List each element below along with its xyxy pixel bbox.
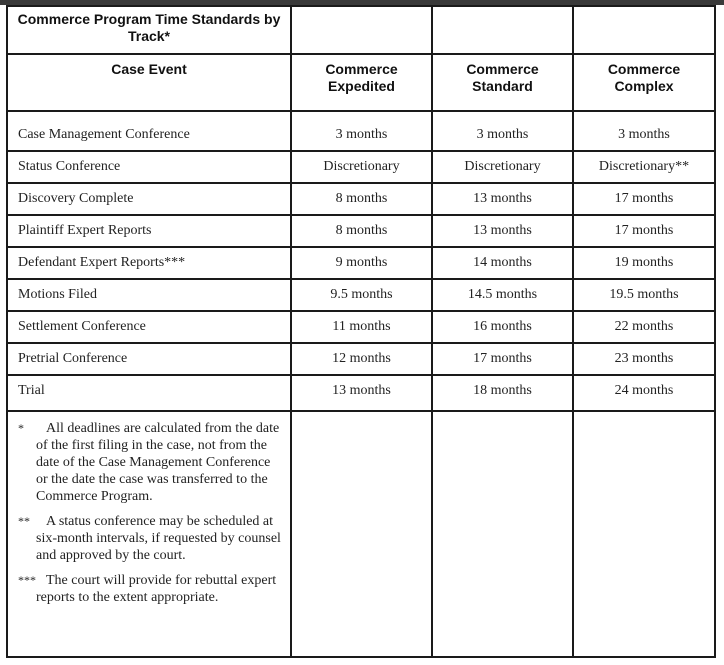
footnotes-cell [7, 411, 291, 657]
footnote-text: A status conference may be scheduled at six-month intervals, if requested by counsel and approved by the court. [36, 514, 281, 563]
expedited-cell: 13 months [291, 375, 432, 411]
table-row [7, 343, 715, 375]
complex-cell: 17 months [573, 183, 715, 215]
header-row [7, 54, 715, 111]
column-header-complex-text: Commerce Complex [607, 61, 681, 94]
complex-cell: 23 months [573, 343, 715, 375]
table-row [7, 247, 715, 279]
time-standards-table-frame [6, 5, 714, 665]
expedited-cell: 8 months [291, 215, 432, 247]
table-row [7, 375, 715, 411]
notes-empty-cell [291, 411, 432, 657]
case-event-cell: Discovery Complete [7, 183, 291, 215]
complex-cell: 17 months [573, 215, 715, 247]
case-event-cell: Status Conference [7, 151, 291, 183]
expedited-cell: Discretionary [291, 151, 432, 183]
expedited-cell: 11 months [291, 311, 432, 343]
footnote-mark: ** [18, 514, 30, 528]
case-event-cell: Trial [7, 375, 291, 411]
expedited-cell: 3 months [291, 111, 432, 151]
standard-cell: 13 months [432, 183, 573, 215]
table-row [7, 151, 715, 183]
table-row [7, 111, 715, 151]
complex-cell: 24 months [573, 375, 715, 411]
title-empty-cell [432, 6, 573, 54]
case-event-cell: Case Management Conference [7, 111, 291, 151]
table-row [7, 215, 715, 247]
case-event-cell: Settlement Conference [7, 311, 291, 343]
complex-cell: 22 months [573, 311, 715, 343]
title-empty-cell [573, 6, 715, 54]
complex-cell: 3 months [573, 111, 715, 151]
time-standards-table [6, 5, 716, 658]
notes-empty-cell [573, 411, 715, 657]
footnote-mark: * [18, 421, 24, 435]
standard-cell: 17 months [432, 343, 573, 375]
column-header-standard [432, 54, 573, 111]
table-row [7, 183, 715, 215]
title-row [7, 6, 715, 54]
column-header-expedited-text: Commerce Expedited [325, 61, 398, 94]
complex-cell: 19 months [573, 247, 715, 279]
table-title: Commerce Program Time Standards by Track* [7, 6, 291, 54]
notes-empty-cell [432, 411, 573, 657]
footnote [18, 420, 284, 505]
expedited-cell: 12 months [291, 343, 432, 375]
column-header-case-event: Case Event [7, 54, 291, 111]
standard-cell: 16 months [432, 311, 573, 343]
notes-row [7, 411, 715, 657]
footnote-text: The court will provide for rebuttal expert reports to the extent appropriate. [36, 573, 277, 605]
complex-cell: Discretionary** [573, 151, 715, 183]
complex-cell: 19.5 months [573, 279, 715, 311]
footnote [18, 572, 284, 606]
standard-cell: 14 months [432, 247, 573, 279]
case-event-cell: Pretrial Conference [7, 343, 291, 375]
case-event-cell: Defendant Expert Reports*** [7, 247, 291, 279]
expedited-cell: 8 months [291, 183, 432, 215]
footnote-mark: *** [18, 573, 36, 587]
case-event-cell: Plaintiff Expert Reports [7, 215, 291, 247]
standard-cell: 14.5 months [432, 279, 573, 311]
column-header-standard-text: Commerce Standard [466, 61, 539, 94]
standard-cell: 18 months [432, 375, 573, 411]
standard-cell: Discretionary [432, 151, 573, 183]
column-header-expedited [291, 54, 432, 111]
table-row [7, 311, 715, 343]
expedited-cell: 9.5 months [291, 279, 432, 311]
footnote [18, 513, 284, 564]
footnote-text: All deadlines are calculated from the date of the first filing in the case, not from the date of the Case Management Conference or the date the case was transferred to the Commerce Program. [36, 421, 280, 504]
column-header-complex [573, 54, 715, 111]
table-row [7, 279, 715, 311]
case-event-cell: Motions Filed [7, 279, 291, 311]
standard-cell: 13 months [432, 215, 573, 247]
standard-cell: 3 months [432, 111, 573, 151]
expedited-cell: 9 months [291, 247, 432, 279]
title-empty-cell [291, 6, 432, 54]
